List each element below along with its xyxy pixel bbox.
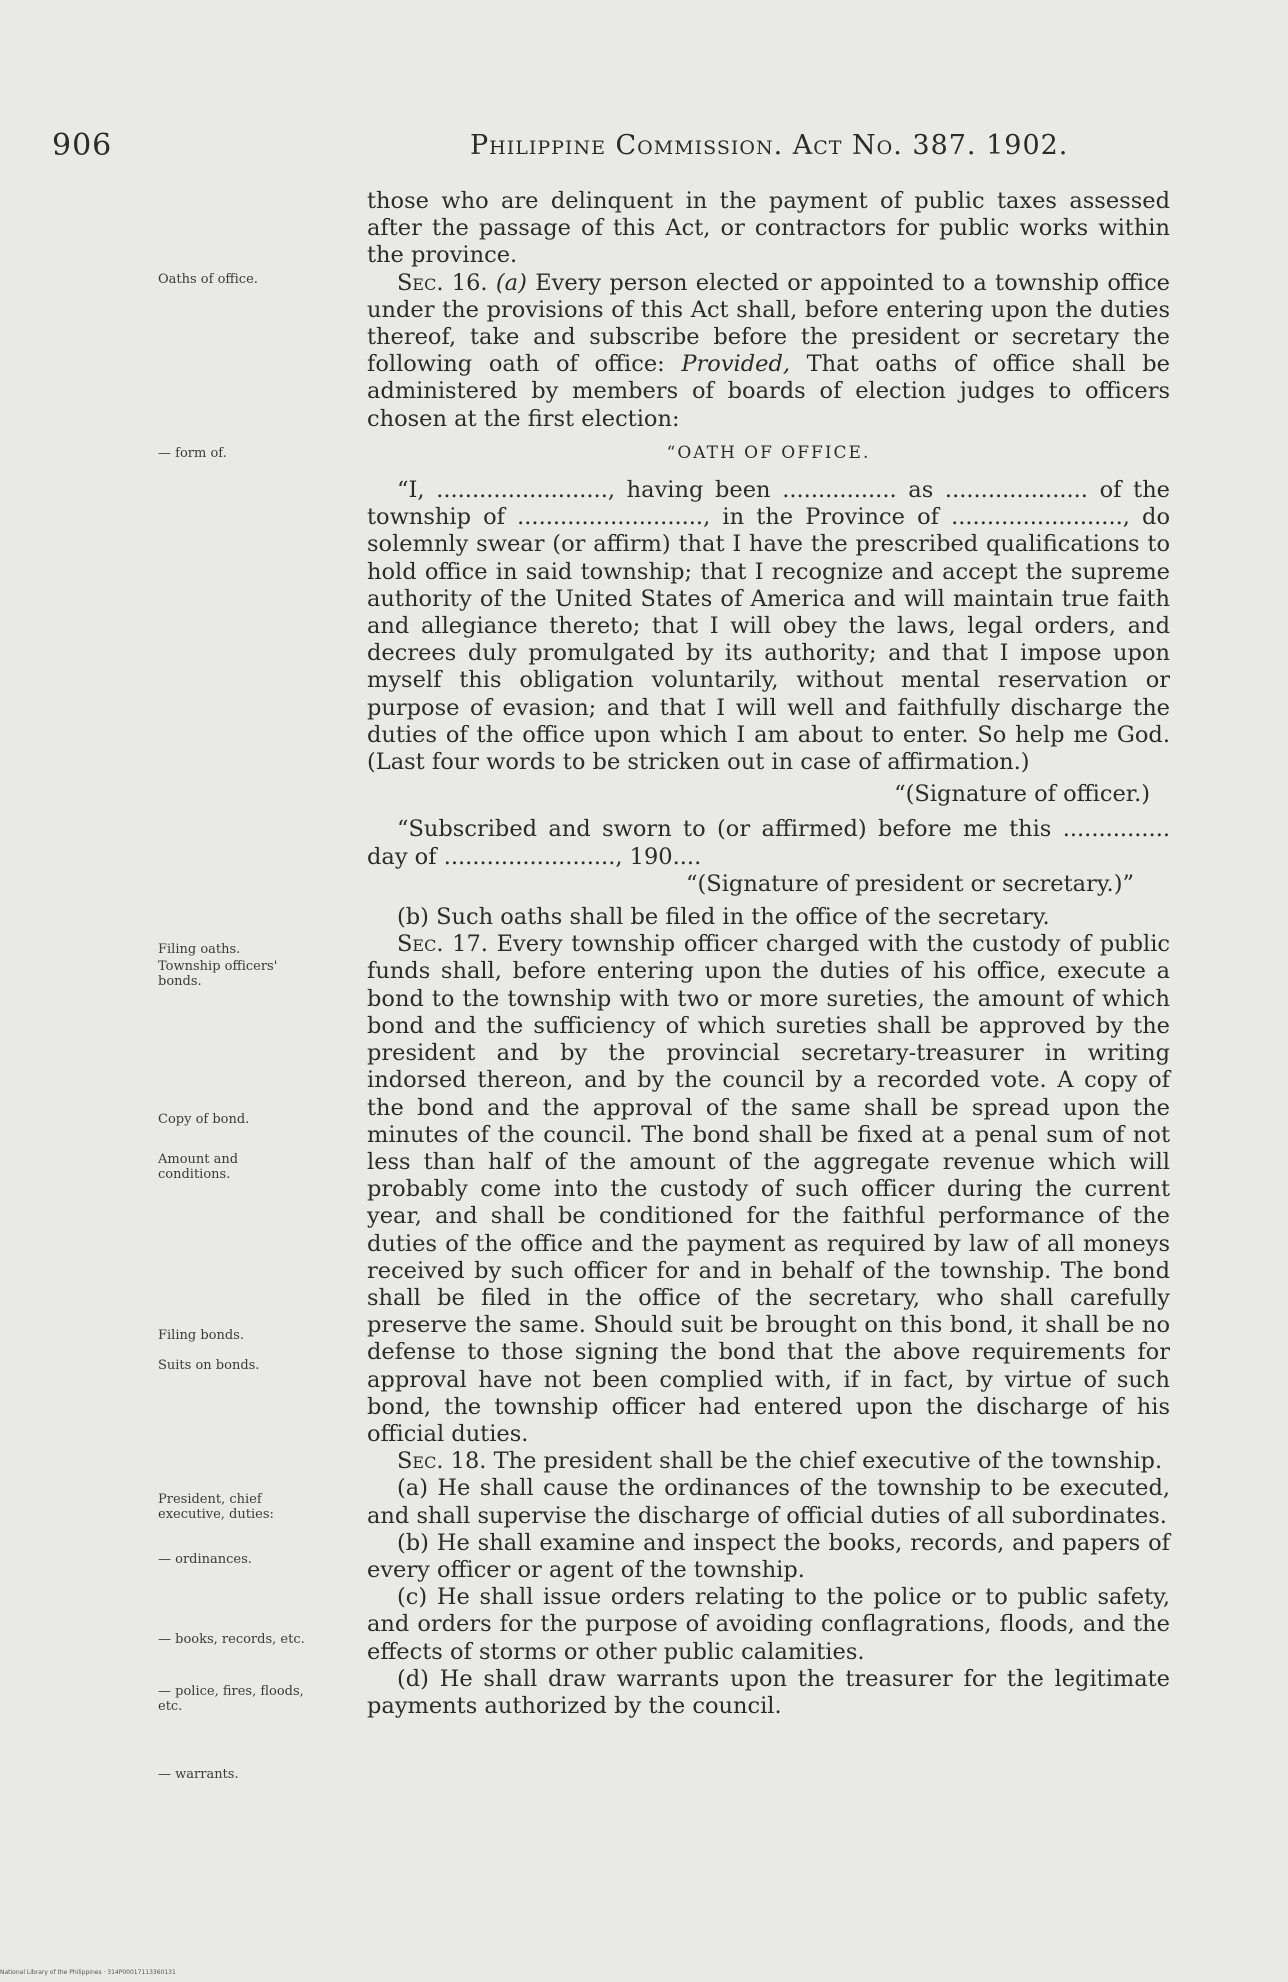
section-17-label: Sec. 17. <box>397 931 488 958</box>
margin-note-police-fires: — police, fires, floods, etc. <box>158 1684 304 1714</box>
section-16-text: Every person elected or appointed to a township office under the provisions of this Act shall, before entering upon the duties thereof, take and subscribe before the president or secretary the following oath of office: <box>367 269 1170 378</box>
section-16-text-2: That oaths of office shall be administered by members of boards of election judges to officers chosen at the first election: <box>367 351 1170 432</box>
section-16-paragraph <box>367 270 1170 433</box>
section-18-text: The president shall be the chief executive of the township. <box>493 1448 1163 1475</box>
margin-note-amount-conditions: Amount and conditions. <box>158 1152 239 1182</box>
scan-credit: National Library of the Philippines · 314P00017113360131 <box>0 1969 176 1976</box>
section-18-c: (c) He shall issue orders relating to the police or to public safety, and orders for the purpose of avoiding conflagrations, floods, and the effects of storms or other public calamities. <box>367 1584 1170 1665</box>
margin-note-books-records: — books, records, etc. <box>158 1632 305 1647</box>
signature-president: “(Signature of president or secretary.)” <box>686 870 1134 897</box>
margin-note-filing-oaths: Filing oaths. <box>158 942 241 957</box>
section-18-d: (d) He shall draw warrants upon the treasurer for the legitimate payments authorized by the council. <box>367 1665 1170 1719</box>
margin-note-suits-on-bonds: Suits on bonds. <box>158 1358 260 1373</box>
margin-note-copy-of-bond: Copy of bond. <box>158 1112 250 1127</box>
margin-note-filing-bonds: Filing bonds. <box>158 1328 244 1343</box>
margin-note-oaths: Oaths of office. <box>158 272 258 287</box>
margin-note-warrants: — warrants. <box>158 1767 239 1782</box>
oath-body: “I, ........................, having been ................ as .................... of the township of .........................., in the Province of ........................, do solemnly swear (or affirm) that I have the prescribed qualifications to hold office in said township; that I recognize and accept the supreme authority of the United States of America and will maintain true faith and allegiance thereto; that I will obey the laws, legal orders, and decrees duly promulgated by its authority; and that I impose upon myself this obligation voluntarily, without mental reservation or purpose of evasion; and that I will well and faithfully discharge the duties of the office upon which I am about to enter. So help me God. (Last four words to be stricken out in case of affirmation.) <box>367 477 1170 776</box>
section-16-a-marker: (a) <box>495 269 527 296</box>
body-text <box>367 188 1170 1720</box>
section-16-label: Sec. 16. <box>397 269 488 296</box>
signature-officer: “(Signature of officer.) <box>894 781 1150 808</box>
section-18-a: (a) He shall cause the ordinances of the township to be executed, and shall supervise the discharge of official duties of all subordinates. <box>367 1475 1170 1529</box>
section-16-b: (b) Such oaths shall be filed in the office of the secretary. <box>397 904 1050 931</box>
section-18-label: Sec. 18. <box>397 1448 487 1475</box>
section-18-b: (b) He shall examine and inspect the books, records, and papers of every officer or agent of the township. <box>367 1529 1170 1583</box>
margin-note-ordinances: — ordinances. <box>158 1552 252 1567</box>
section-17-text: Every township officer charged with the custody of public funds shall, before entering upon the duties of his office, execute a bond to the township with two or more sureties, the amount of which bond and the sufficiency of which sureties shall be approved by the president and by the provincial secretary-treasurer in writing indorsed thereon, and by the council by a recorded vote. A copy of the bond and the approval of the same shall be spread upon the minutes of the council. The bond shall be fixed at a penal sum of not less than half of the amount of the aggregate revenue which will probably come into the custody of such officer during the current year, and shall be conditioned for the faithful performance of the duties of the office and the payment as required by law of all moneys received by such officer for and in behalf of the township. The bond shall be filed in the office of the secretary, who shall carefully preserve the same. Should suit be brought on this bond, it shall be no defense to those signing the bond that the above requirements for approval have not been complied with, if in fact, by virtue of such bond, the township officer had entered upon the discharge of his official duties. <box>367 931 1170 1447</box>
section-18-paragraph <box>367 1448 1170 1475</box>
page-header <box>52 128 1192 168</box>
margin-note-president-duties: President, chief executive, duties: <box>158 1492 274 1522</box>
subscribed-line: “Subscribed and sworn to (or affirmed) before me this ............... day of ........................, 190.... <box>367 816 1170 870</box>
oath-heading: “OATH OF OFFICE. <box>666 442 871 463</box>
margin-note-form: — form of. <box>158 446 227 461</box>
margin-note-township-bonds: Township officers' bonds. <box>158 959 278 989</box>
page-number: 906 <box>52 128 113 163</box>
running-head: Philippine Commission. Act No. 387. 1902. <box>470 130 1069 161</box>
provided-word: Provided, <box>681 351 790 378</box>
section-17-paragraph <box>367 931 1170 1448</box>
paragraph-intro: those who are delinquent in the payment of public taxes assessed after the passage of this Act, or contractors for public works within the province. <box>367 188 1170 269</box>
